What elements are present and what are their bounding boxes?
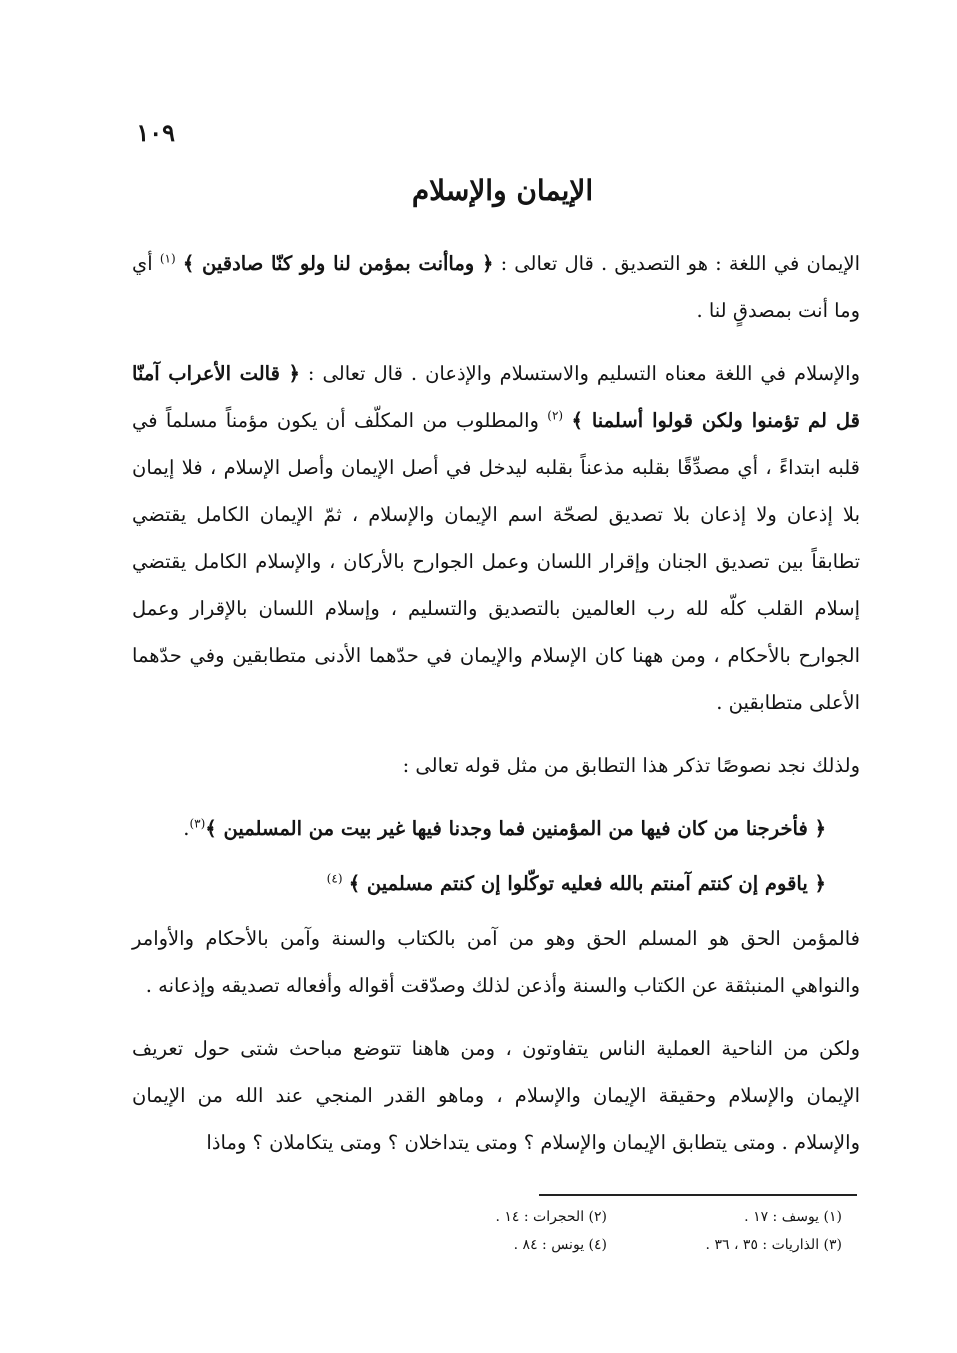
main-text: [132, 240, 860, 1182]
chapter-title: الإيمان والإسلام: [411, 174, 594, 207]
footnote-divider: [539, 1194, 857, 1196]
quote-line-1: [132, 805, 860, 852]
paragraph-iman-definition: [132, 240, 860, 334]
footnote-item: (٢) الحجرات : ١٤ .: [495, 1209, 607, 1225]
paragraph-text: والإسلام في اللغة معناه التسليم والاستسلام والإذعان . قال تعالى :: [299, 362, 860, 385]
quote-tail: .: [183, 817, 190, 840]
quran-quote: ﴿ فأخرجنا من كان فيها من المؤمنين فما وجدنا فيها غير بيت من المسلمين ﴾: [205, 817, 826, 840]
quote-line-2: [132, 860, 860, 907]
footnote-item: (٣) الذاريات : ٣٥ ، ٣٦ .: [705, 1237, 842, 1253]
page-number: ١٠٩: [136, 118, 175, 147]
paragraph-true-believer: فالمؤمن الحق هو المسلم الحق وهو من آمن بالكتاب والسنة وآمن بالأحكام والأوامر والنواهي المنبثقة عن الكتاب والسنة وأذعن لذلك وصدّقت أقواله وأفعاله تصديقه وإذعانه .: [132, 927, 860, 997]
paragraph-intro-quotes: ولذلك نجد نصوصًا تذكر هذا التطابق من مثل قوله تعالى :: [402, 754, 860, 777]
footnotes: [372, 1208, 842, 1254]
footnote-mark: (٤): [326, 871, 343, 886]
footnote-item: (٤) يونس : ٨٤ .: [513, 1237, 607, 1253]
paragraph-practical-side: ولكن من الناحية العملية الناس يتفاوتون ، ومن هاهنا تتوضع مباحث شتى حول تعريف الإيمان والإسلام وحقيقة الإيمان والإسلام ، وماهو القدر المنجي عند الله من الإيمان والإسلام . ومتى يتطابق الإيمان والإسلام ؟ ومتى يتداخلان ؟ ومتى يتكاملان ؟ وماذا: [132, 1037, 860, 1154]
quran-quote: ﴿ وماأنت بمؤمن لنا ولو كنّا صادقين ﴾: [182, 252, 494, 275]
footnote-mark: (٣): [189, 816, 206, 831]
paragraph-text: الإيمان في اللغة : هو التصديق . قال تعالى :: [493, 252, 860, 275]
footnote-mark: (١): [159, 251, 176, 266]
quran-quote: ﴿ ياقوم إن كنتم آمنتم بالله فعليه توكّلوا إن كنتم مسلمين ﴾: [348, 872, 826, 895]
quran-quote: ﴿ قالت الأعراب آمنّا قل لم تؤمنوا ولكن قولوا أسلمنا ﴾: [132, 362, 860, 432]
paragraph-text: والمطلوب من المكلّف أن يكون مؤمناً مسلماً في قلبه ابتداءً ، أي مصدِّقًا بقلبه مذعناً بقلبه ليدخل في أصل الإيمان وأصل الإسلام ، فلا إيمان بلا إذعان ولا إذعان بلا تصديق لصحّة اسم الإيمان والإسلام ، ثمّ الإيمان الكامل يقتضي تطابقاً بين تصديق الجنان وإقرار اللسان وعمل الجوارح بالأركان ، والإسلام الكامل يقتضي إسلام القلب كلّه لله رب العالمين بالتصديق والتسليم ، وإسلام اللسان بالإقرار وعمل الجوارح بالأحكام ، ومن ههنا كان الإسلام والإيمان في حدّهما الأدنى متطابقين وفي حدّهما الأعلى متطابقين .: [132, 409, 860, 714]
paragraph-text: أي وما أنت بمصدقٍ لنا .: [132, 252, 860, 322]
footnote-item: (١) يوسف : ١٧ .: [744, 1209, 842, 1225]
footnote-mark: (٢): [547, 408, 564, 423]
paragraph-islam-definition: [132, 350, 860, 726]
